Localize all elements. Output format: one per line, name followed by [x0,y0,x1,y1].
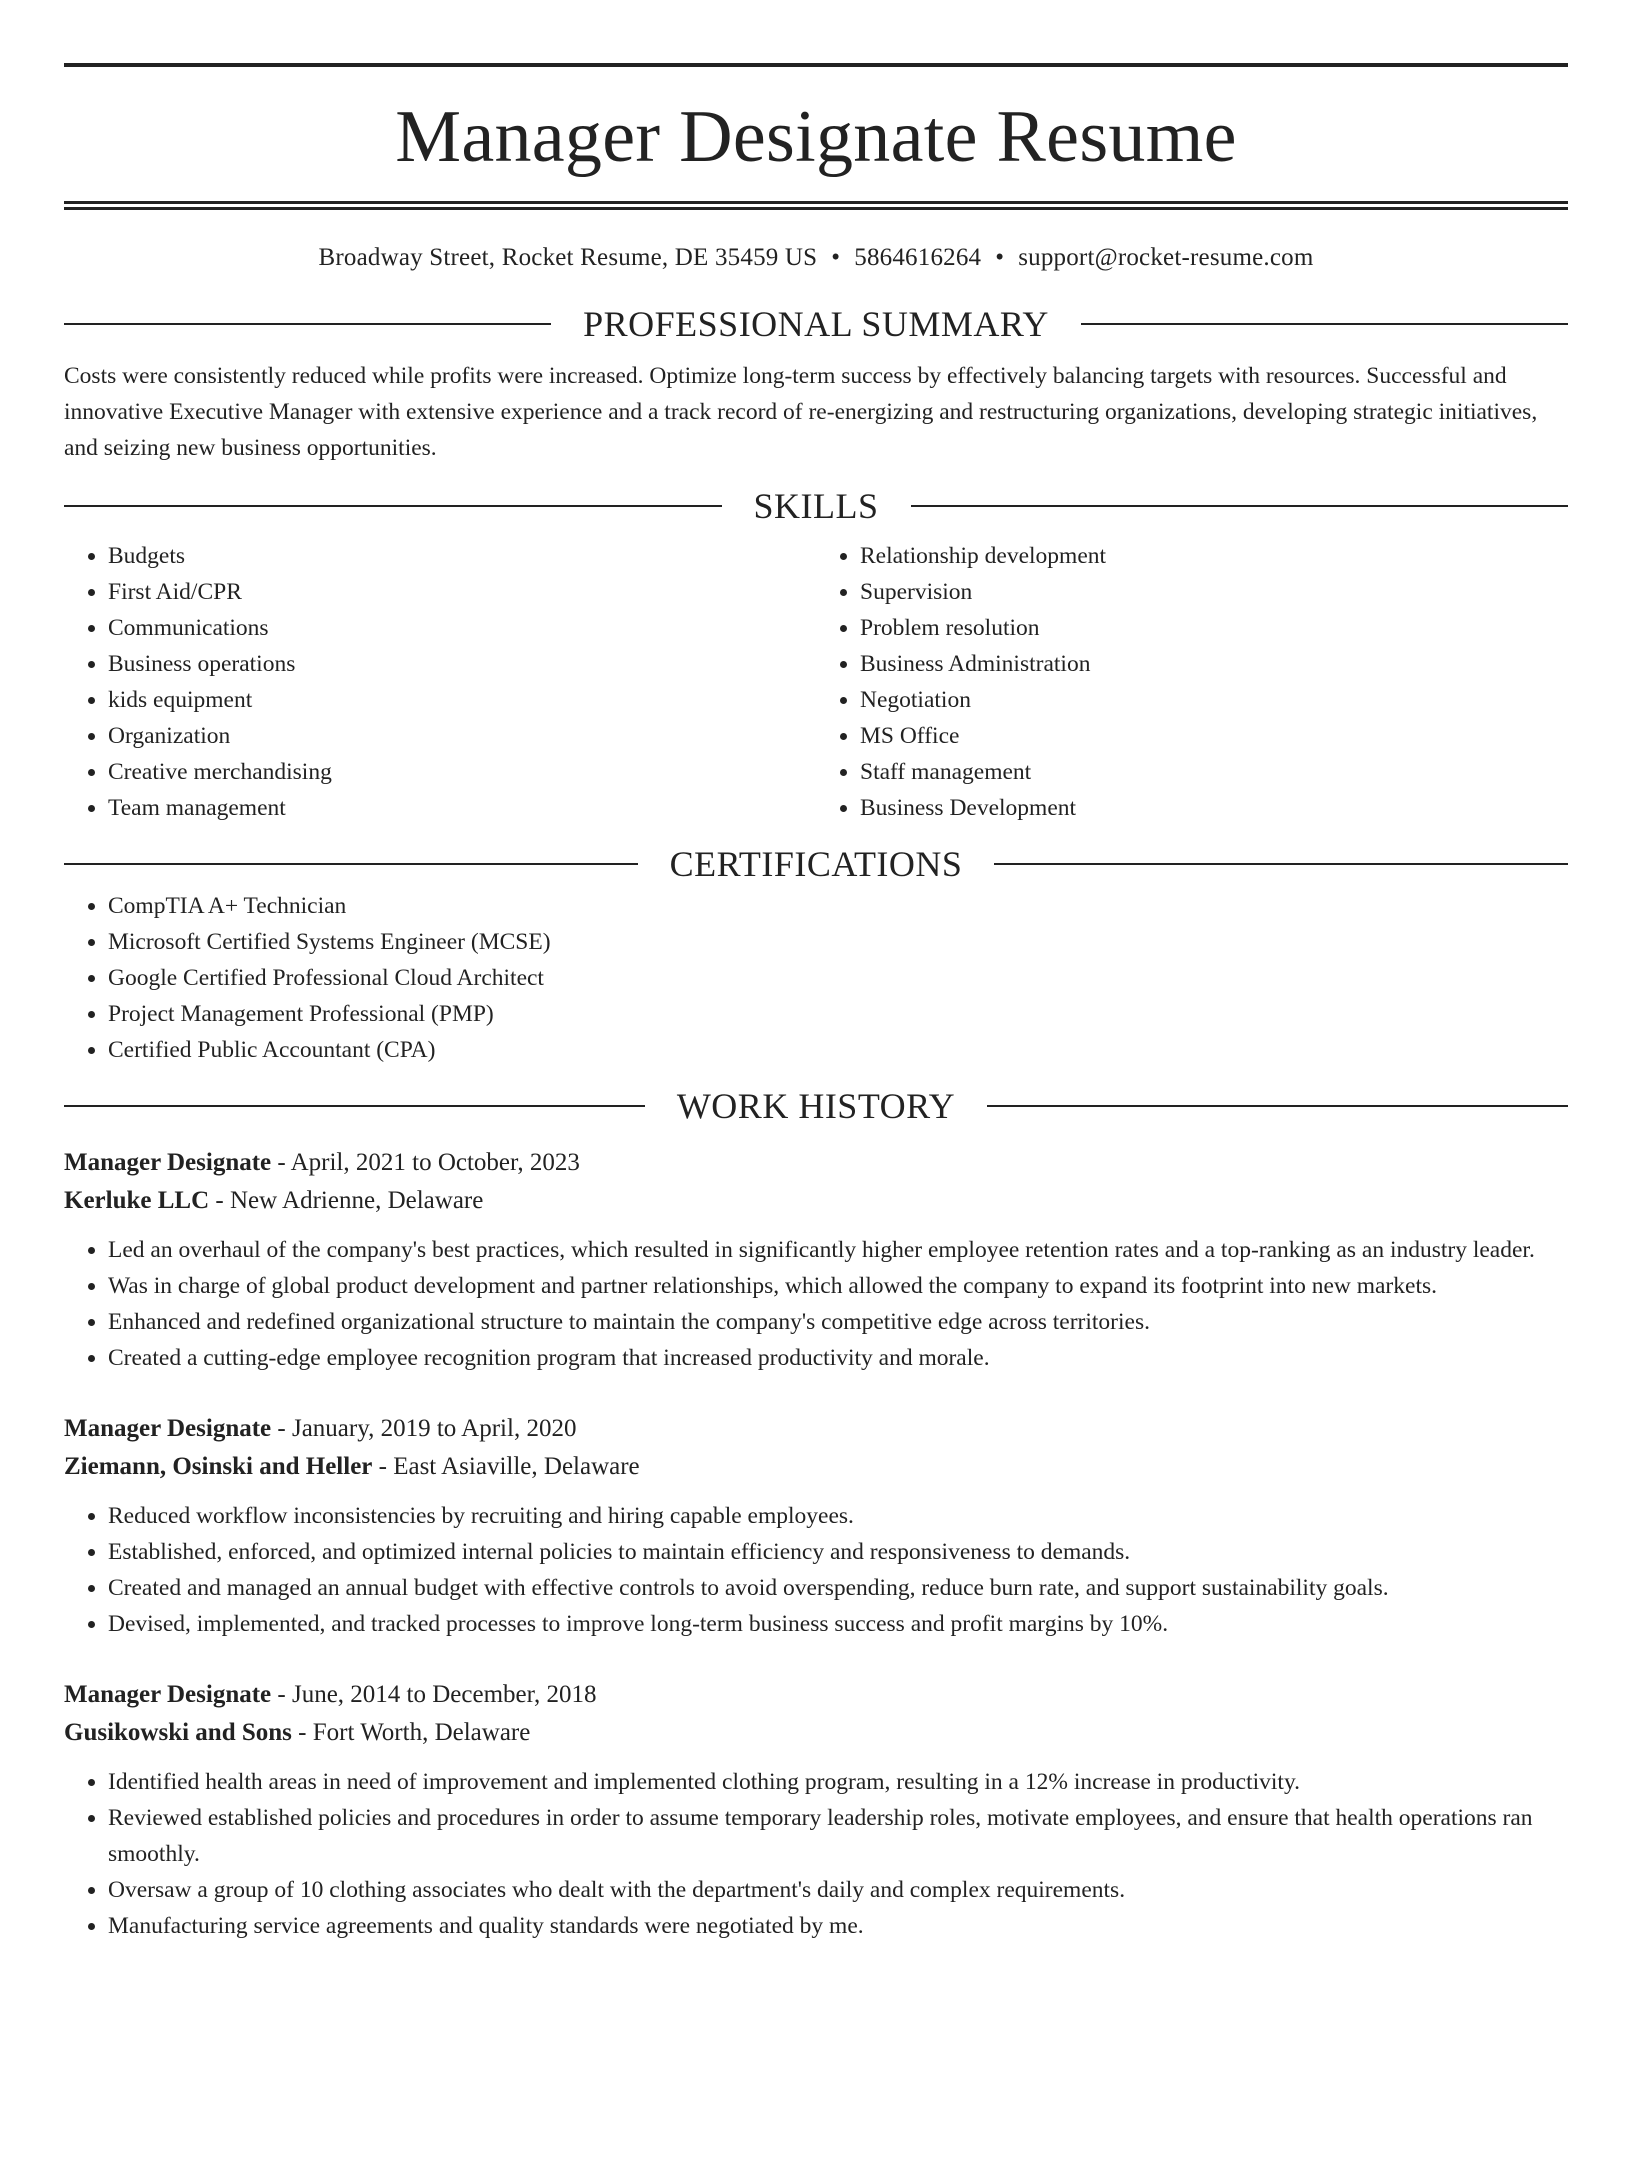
job-title: Manager Designate [64,1149,272,1176]
certification-item: • CompTIA A+ Technician [108,888,1568,924]
job-bullet: • Reviewed established policies and procedures in order to assume temporary leadership roles, motivate employees, and ensure that health operations ran smoothly. [108,1800,1568,1872]
job-dates: - June, 2014 to December, 2018 [271,1681,597,1708]
job-location: - East Asiaville, Delaware [372,1453,640,1480]
skill-item: • Team management [108,790,816,826]
skill-item: • MS Office [860,718,1568,754]
certification-item: • Certified Public Accountant (CPA) [108,1032,1568,1068]
section-rule-right [1081,323,1568,325]
section-rule-left [64,323,551,325]
contact-address: Broadway Street, Rocket Resume, DE 35459 US [318,244,818,271]
skill-item: • Business Administration [860,646,1568,682]
job-company-line [64,1448,1568,1486]
job-title-line [64,1144,1568,1182]
skills-grid [64,538,1568,826]
section-rule-right [987,1105,1568,1107]
resume-page [0,63,1632,2175]
section-rule-right [911,505,1569,507]
section-header-work-history [64,1082,1568,1130]
job-company-line [64,1182,1568,1220]
skill-item: • Supervision [860,574,1568,610]
job-entry [64,1676,1568,1944]
skill-item: • kids equipment [108,682,816,718]
contact-line [64,240,1568,276]
job-bullet: • Manufacturing service agreements and quality standards were negotiated by me. [108,1908,1568,1944]
job-location: - New Adrienne, Delaware [209,1187,484,1214]
skills-list-right [816,538,1568,826]
job-bullet: • Created and managed an annual budget with effective controls to avoid overspending, reduce burn rate, and support sustainability goals. [108,1570,1568,1606]
skill-item: • Communications [108,610,816,646]
job-bullet: • Was in charge of global product development and partner relationships, which allowed the company to expand its footprint into new markets. [108,1268,1568,1304]
job-dates: - April, 2021 to October, 2023 [271,1149,580,1176]
contact-email: support@rocket-resume.com [1018,244,1314,271]
job-bullet: • Devised, implemented, and tracked processes to improve long-term business success and profit margins by 10%. [108,1606,1568,1642]
skill-item: • Business Development [860,790,1568,826]
skill-item: • First Aid/CPR [108,574,816,610]
job-bullet: • Led an overhaul of the company's best practices, which resulted in significantly higher employee retention rates and a top-ranking as an industry leader. [108,1232,1568,1268]
contact-separator: • [831,244,841,271]
skill-item: • Negotiation [860,682,1568,718]
job-bullet: • Oversaw a group of 10 clothing associates who dealt with the department's daily and complex requirements. [108,1872,1568,1908]
certification-item: • Microsoft Certified Systems Engineer (MCSE) [108,924,1568,960]
section-title-skills: SKILLS [753,486,879,526]
skill-item: • Staff management [860,754,1568,790]
section-rule-left [64,505,722,507]
job-company: Ziemann, Osinski and Heller [64,1453,373,1480]
certification-item: • Google Certified Professional Cloud Architect [108,960,1568,996]
job-bullet: • Created a cutting-edge employee recognition program that increased productivity and morale. [108,1340,1568,1376]
skill-item: • Budgets [108,538,816,574]
title-bottom-double-rule [64,201,1568,210]
job-title: Manager Designate [64,1415,272,1442]
section-title-certifications: CERTIFICATIONS [669,844,963,884]
job-title-line [64,1410,1568,1448]
skills-column-right [816,538,1568,826]
job-bullet: • Established, enforced, and optimized internal policies to maintain efficiency and responsiveness to demands. [108,1534,1568,1570]
certification-item: • Project Management Professional (PMP) [108,996,1568,1032]
section-header-summary [64,300,1568,348]
section-rule-right [994,863,1568,865]
section-title-work-history: WORK HISTORY [676,1086,956,1126]
job-title-line [64,1676,1568,1714]
job-bullet: • Enhanced and redefined organizational structure to maintain the company's competitive edge across territories. [108,1304,1568,1340]
job-title: Manager Designate [64,1681,272,1708]
job-bullet: • Identified health areas in need of improvement and implemented clothing program, resulting in a 12% increase in productivity. [108,1764,1568,1800]
skill-item: • Business operations [108,646,816,682]
job-company: Gusikowski and Sons [64,1719,292,1746]
summary-text: Costs were consistently reduced while profits were increased. Optimize long-term success by effectively balancing targets with resources. Successful and innovative Executive Manager with extensive experience and a track record of re-energizing and restructuring organizations, developing strategic initiatives, and seizing new business opportunities. [64,363,1538,461]
contact-phone: 5864616264 [854,244,982,271]
section-rule-left [64,1105,645,1107]
section-title-summary: PROFESSIONAL SUMMARY [583,304,1049,344]
title-top-rule [64,63,1568,67]
certifications-list [64,888,1568,1068]
contact-separator: • [995,244,1005,271]
skills-column-left [64,538,816,826]
job-bullets [64,1764,1568,1944]
skill-item: • Creative merchandising [108,754,816,790]
page-title: Manager Designate Resume [395,96,1237,178]
section-rule-left [64,863,638,865]
skill-item: • Organization [108,718,816,754]
job-bullets [64,1232,1568,1376]
skill-item: • Relationship development [860,538,1568,574]
job-dates: - January, 2019 to April, 2020 [271,1415,577,1442]
section-header-skills [64,482,1568,530]
skill-item: • Problem resolution [860,610,1568,646]
job-entry [64,1144,1568,1376]
job-company-line [64,1714,1568,1752]
job-entry [64,1410,1568,1642]
job-bullet: • Reduced workflow inconsistencies by recruiting and hiring capable employees. [108,1498,1568,1534]
skills-list-left [64,538,816,826]
section-header-certifications [64,840,1568,888]
job-bullets [64,1498,1568,1642]
job-company: Kerluke LLC [64,1187,210,1214]
job-location: - Fort Worth, Delaware [291,1719,531,1746]
